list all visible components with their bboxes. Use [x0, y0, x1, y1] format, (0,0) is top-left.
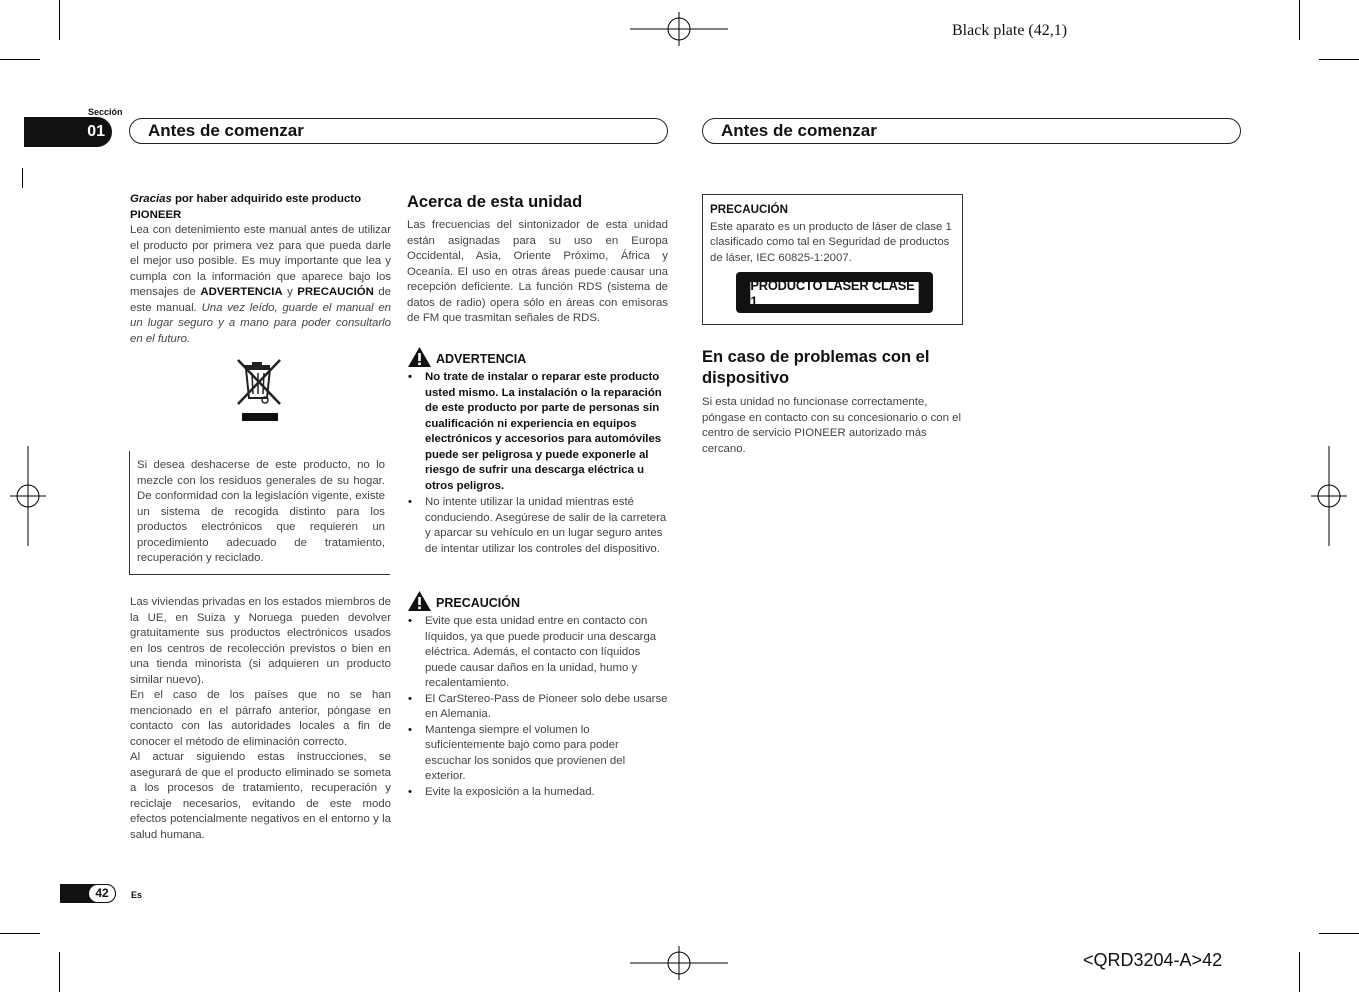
disposal-paragraph: En el caso de los países que no se han mencionado en el párrafo anterior, póngase en contacto con las autoridades locales a fin de conocer el método de eliminación correcto.: [130, 689, 391, 748]
caution-title: PRECAUCIÓN: [436, 596, 521, 611]
caution-block: [407, 590, 668, 800]
warning-item: • No trate de instalar o reparar este producto usted mismo. La instalación o la reparación de este producto por parte de personas sin cualificación ni experiencia en equipos electrónicos y accesorios para automóviles puede ser peligrosa y puede exponerle al riesgo de sufrir una descarga eléctrica u otros peligros.: [407, 370, 668, 494]
laser-caution-box: [702, 194, 963, 325]
laser-class-text: PRODUCTO LASER CLASE 1: [750, 282, 918, 304]
language-code: Es: [131, 890, 143, 900]
crossed-out-wheelie-bin-icon: [236, 358, 284, 424]
laser-caution-text: Este aparato es un producto de láser de clase 1 clasificado como tal en Seguridad de productos de láser, IEC 60825-1:2007.: [710, 220, 952, 264]
warning-item: • No intente utilizar la unidad mientras esté conduciendo. Asegúrese de salir de la carretera y aparcar su vehículo en un lugar seguro antes de intentar utilizar los controles del dispositivo.: [407, 495, 668, 557]
registration-mark-icon: [1311, 446, 1347, 546]
recycling-text: Si desea deshacerse de este producto, no lo mezcle con los residuos generales de su hogar. De conformidad con la legislación vigente, existe un sistema de recogida distinto para los productos electrónicos que requieren un procedimiento adecuado de tratamiento, recuperación y reciclado.: [137, 459, 385, 564]
intro-block: [130, 192, 391, 347]
about-title: Acerca de esta unidad: [407, 193, 583, 211]
page-header-left: Antes de comenzar: [129, 118, 668, 144]
crop-mark: [59, 952, 60, 992]
intro-text-end: de este manual.: [130, 286, 391, 314]
crop-mark: [22, 168, 23, 188]
crop-mark: [0, 59, 40, 60]
black-plate-label: Black plate (42,1): [952, 22, 1068, 39]
section-label: Sección: [88, 107, 123, 117]
crop-mark: [1299, 0, 1300, 40]
crop-mark: [1319, 933, 1359, 934]
section-number: 01: [24, 117, 112, 147]
intro-text: Lea con detenimiento este manual antes de utilizar el producto por primera vez para que pueda darle el mejor uso posible. Es muy importante que lea y cumpla con la información que aparece bajo los mensajes de: [130, 224, 391, 298]
caution-item: • El CarStereo-Pass de Pioneer solo debe usarse en Alemania.: [407, 692, 668, 723]
laser-caution-title: PRECAUCIÓN: [710, 203, 788, 216]
and-text: y: [282, 286, 298, 298]
problems-text: Si esta unidad no funcionase correctamente, póngase en contacto con su concesionario o con el centro de servicio PIONEER autorizado más cercano.: [702, 396, 961, 455]
document-code: <QRD3204-A>42: [1083, 950, 1223, 970]
crop-mark: [59, 0, 60, 40]
thanks-text: por haber adquirido este producto: [171, 193, 362, 205]
thanks-italic: Gracias: [130, 193, 172, 205]
precaucion-ref: PRECAUCIÓN: [297, 286, 374, 298]
advertencia-ref: ADVERTENCIA: [200, 286, 283, 298]
registration-mark-icon: [10, 446, 46, 546]
warning-block: [407, 346, 668, 557]
about-text: Las frecuencias del sintonizador de esta unidad están asignadas para su uso en Europa Occidental, Asia, Oriente Próximo, África y Oceanía. El uso en otras áreas puede causar una recepción deficiente. La función RDS (sistema de datos de radio) opera sólo en áreas con emisoras de FM que trasmitan señales de RDS.: [407, 219, 668, 324]
problems-block: [702, 347, 963, 457]
registration-mark-icon: [630, 12, 728, 46]
about-block: [407, 192, 668, 327]
laser-class-label: [736, 272, 933, 313]
disposal-block: [130, 595, 391, 843]
problems-title: En caso de problemas con el dispositivo: [702, 348, 930, 387]
disposal-paragraph: Las viviendas privadas en los estados miembros de la UE, en Suiza y Noruega pueden devolver gratuitamente sus productos electrónicos usados en los centros de recolección previstos o bien en una tienda minorista (si adquieren un producto similar nuevo).: [130, 596, 391, 686]
caution-item: • Mantenga siempre el volumen lo suficientemente bajo como para poder escuchar los sonidos que provienen del exterior.: [407, 723, 668, 785]
warning-title: ADVERTENCIA: [436, 352, 527, 367]
crop-mark: [1299, 952, 1300, 992]
crop-mark: [0, 933, 40, 934]
intro-italic: Una vez leído, guarde el manual en un lugar seguro y a mano para poder consultarlo en el futuro.: [130, 301, 391, 345]
page-header-right: Antes de comenzar: [702, 118, 1241, 144]
crop-mark: [1319, 59, 1359, 60]
disposal-paragraph: Al actuar siguiendo estas instrucciones, se asegurará de que el producto eliminado se someta a los procesos de tratamiento, recuperación y reciclaje necesarios, evitando de este modo efectos potencialmente negativos en el entorno y la salud humana.: [130, 751, 391, 841]
recycling-notice-box: [129, 451, 390, 575]
registration-mark-icon: [630, 946, 728, 980]
warning-triangle-icon: [407, 346, 432, 368]
warning-triangle-icon: [407, 590, 432, 612]
caution-item: • Evite que esta unidad entre en contacto con líquidos, ya que puede producir una descarga eléctrica. Además, el contacto con líquidos puede causar daños en la unidad, humo y recalentamiento.: [407, 614, 668, 692]
page-number: 42: [88, 884, 116, 903]
brand-name: PIONEER: [130, 208, 182, 221]
caution-item: • Evite la exposición a la humedad.: [407, 785, 668, 801]
